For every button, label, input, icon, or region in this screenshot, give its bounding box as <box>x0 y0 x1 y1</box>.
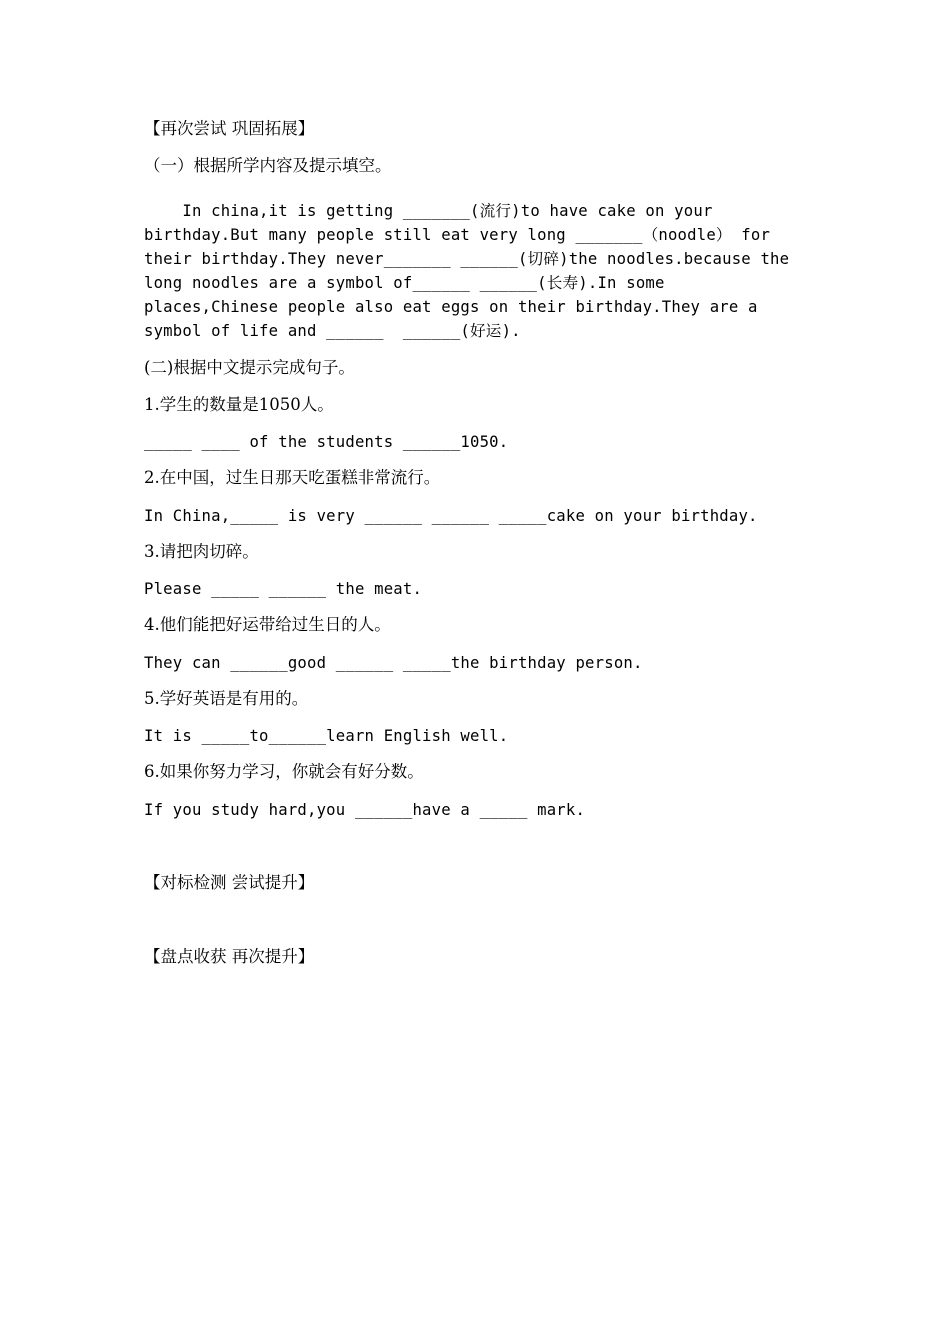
question-4-chinese: 4.他们能把好运带给过生日的人。 <box>144 615 391 634</box>
question-3-english: Please _____ ______ the meat. <box>144 580 423 598</box>
question-2-english: In China,_____ is very ______ ______ _____cake on your birthday. <box>144 507 758 525</box>
question-2-chinese: 2.在中国，过生日那天吃蛋糕非常流行。 <box>144 468 441 487</box>
question-6-chinese: 6.如果你努力学习，你就会有好分数。 <box>144 762 424 781</box>
passage-line-5: places,Chinese people also eat eggs on their birthday.They are a <box>144 298 758 316</box>
question-4-english: They can ______good ______ _____the birthday person. <box>144 654 643 672</box>
passage-line-4: long noodles are a symbol of______ ______(长寿).In some <box>144 274 665 292</box>
section-heading-benchmark-test: 【对标检测 尝试提升】 <box>144 873 315 892</box>
question-6-english: If you study hard,you ______have a _____ mark. <box>144 801 586 819</box>
question-3-chinese: 3.请把肉切碎。 <box>144 542 259 561</box>
question-5-chinese: 5.学好英语是有用的。 <box>144 689 309 708</box>
passage-line-3: their birthday.They never_______ ______(切碎)the noodles.because the <box>144 250 790 268</box>
passage-line-6: symbol of life and ______ ______(好运). <box>144 322 521 340</box>
part2-instruction: (二)根据中文提示完成句子。 <box>144 358 355 377</box>
section-heading-try-again: 【再次尝试 巩固拓展】 <box>144 119 315 138</box>
question-1-chinese: 1.学生的数量是1050人。 <box>144 395 334 414</box>
part1-instruction: （一）根据所学内容及提示填空。 <box>144 156 392 175</box>
passage-line-1: In china,it is getting _______(流行)to have cake on your <box>144 202 713 220</box>
question-1-english: _____ ____ of the students ______1050. <box>144 433 509 451</box>
passage-line-2: birthday.But many people still eat very long _______（noodle） for <box>144 226 771 244</box>
question-5-english: It is _____to______learn English well. <box>144 727 509 745</box>
section-heading-review-gains: 【盘点收获 再次提升】 <box>144 947 315 966</box>
